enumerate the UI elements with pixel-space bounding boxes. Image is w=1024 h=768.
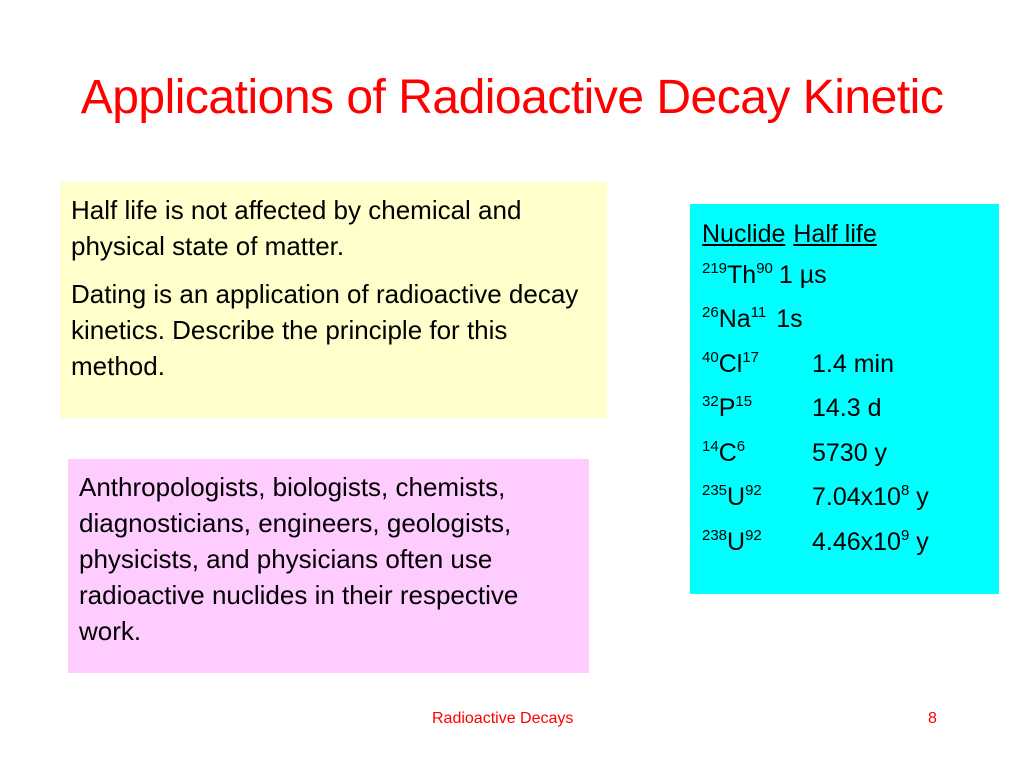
half-life-number: 14.3 d [812,394,882,422]
nuclide-symbol [702,522,812,567]
nuclide-table-header [702,214,991,255]
mass-number: 235 [702,482,728,499]
applications-text: Anthropologists, biologists, chemists, diagnosticians, engineers, geologists, physicists, and physicians often use radioactive nuclides in their respective work. [79,472,519,646]
nuclide-symbol [702,299,766,344]
exponent: 9 [900,526,910,544]
element-symbol: Th [727,260,757,289]
half-life-value [776,299,802,344]
half-life-number: 1 µs [778,260,827,289]
mass-number: 238 [702,526,728,544]
nuclide-symbol [702,477,812,522]
applications-box [68,459,589,673]
note-paragraph-2: Dating is an application of radioactive decay kinetics. Describe the principle for this method. [71,279,579,381]
half-life-value [812,477,929,522]
header-nuclide: Nuclide [702,220,786,248]
element-symbol: U [727,483,746,511]
nuclide-table-rows [702,255,991,567]
table-row [702,344,991,389]
exponent: 8 [900,482,910,499]
element-symbol: C [718,438,737,467]
half-life-number: 1.4 min [812,349,894,378]
footer-text: Radioactive Decays [432,710,574,727]
table-row [702,255,991,300]
table-row [702,522,991,567]
mass-number: 219 [702,259,728,277]
atomic-number: 6 [736,437,746,455]
atomic-number: 11 [750,304,767,321]
atomic-number: 17 [742,348,759,366]
half-life-number: 4.46x10 [812,527,901,556]
atomic-number: 90 [756,259,773,277]
half-life-value [812,388,882,433]
mass-number: 14 [702,437,719,455]
half-life-unit: y [909,483,929,511]
nuclide-table [690,204,999,594]
header-half-life: Half life [793,220,877,248]
half-life-value [779,255,827,300]
note-paragraph-1: Half life is not affected by chemical and physical state of matter. [71,195,522,261]
mass-number: 32 [702,393,719,410]
table-row [702,477,991,522]
nuclide-symbol [702,433,812,478]
element-symbol: P [718,394,736,422]
page-number: 8 [928,710,937,727]
half-life-value [812,344,894,389]
half-life-number: 5730 y [812,438,888,467]
nuclide-symbol [702,255,773,300]
half-life-value [812,522,929,567]
half-life-note-box [60,182,607,418]
table-row [702,388,991,433]
atomic-number: 92 [745,482,762,499]
element-symbol: U [727,527,746,556]
table-row [702,299,991,344]
slide-title: Applications of Radioactive Decay Kinetic [80,71,944,124]
atomic-number: 15 [735,393,753,410]
half-life-value [812,433,887,478]
element-symbol: Cl [718,349,743,378]
nuclide-symbol [702,388,812,433]
atomic-number: 92 [745,526,762,544]
element-symbol: Na [718,305,751,333]
nuclide-symbol [702,344,812,389]
half-life-unit: y [909,527,929,556]
half-life-number: 1s [776,305,803,333]
table-row [702,433,991,478]
half-life-number: 7.04x10 [812,483,901,511]
mass-number: 40 [702,348,719,366]
mass-number: 26 [702,304,719,321]
